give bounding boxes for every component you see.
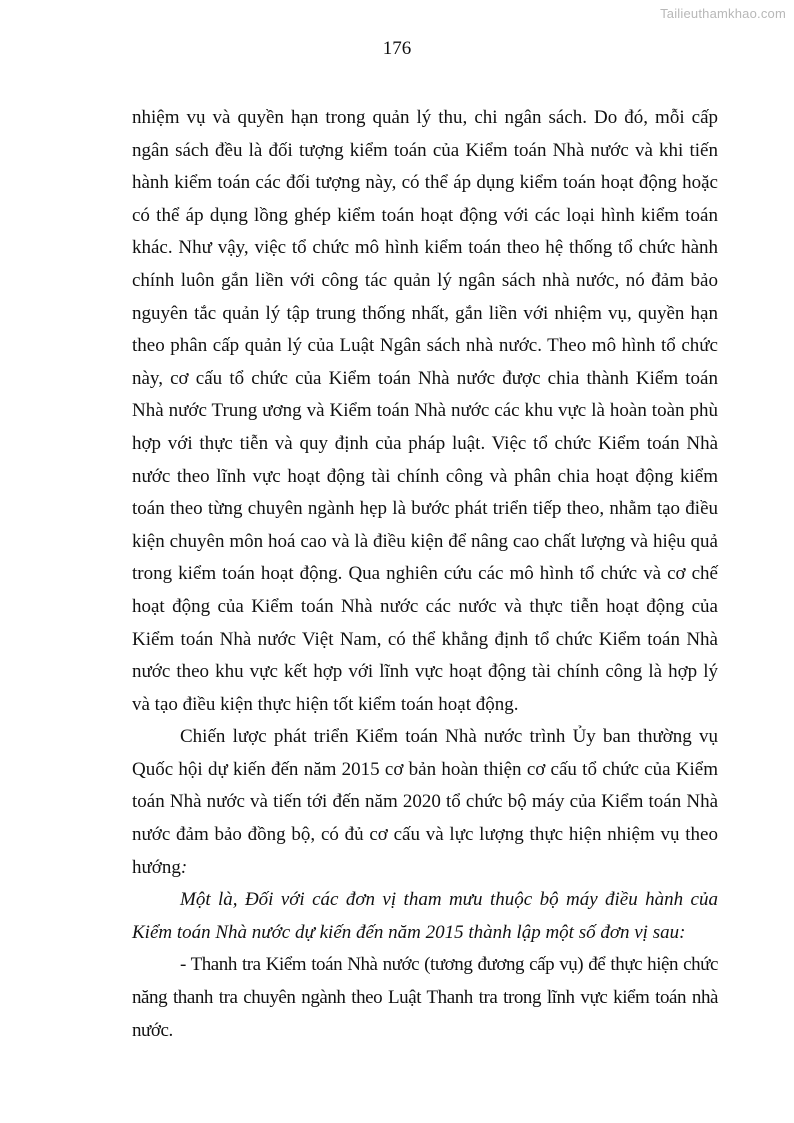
document-body [132,102,718,1047]
paragraph-2-colon: : [180,856,188,878]
paragraph-2-text: Chiến lược phát triển Kiểm toán Nhà nước trình Ủy ban thường vụ Quốc hội dự kiến đến năm 2015 cơ bản hoàn thiện cơ cấu tổ chức của Kiểm toán Nhà nước và tiến tới đến năm 2020 tổ chức bộ máy của Kiểm toán Nhà nước đảm bảo đồng bộ, có đủ cơ cấu và lực lượng thực hiện nhiệm vụ theo hướng [132,726,718,878]
watermark-text: Tailieuthamkhao.com [660,6,786,21]
paragraph-4: - Thanh tra Kiểm toán Nhà nước (tương đương cấp vụ) để thực hiện chức năng thanh tra chuyên ngành theo Luật Thanh tra trong lĩnh vực kiểm toán nhà nước. [132,954,718,1041]
paragraph-3: Một là, Đối với các đơn vị tham mưu thuộc bộ máy điều hành của Kiểm toán Nhà nước dự kiến đến năm 2015 thành lập một số đơn vị sau: [132,889,718,943]
page-number: 176 [382,38,412,59]
paragraph-1: nhiệm vụ và quyền hạn trong quản lý thu, chi ngân sách. Do đó, mỗi cấp ngân sách đều là đối tượng kiểm toán của Kiểm toán Nhà nước và khi tiến hành kiểm toán các đối tượng này, có thể áp dụng kiểm toán hoạt động hoặc có thể áp dụng lồng ghép kiểm toán hoạt động với các loại hình kiểm toán khác. Như vậy, việc tổ chức mô hình kiểm toán theo hệ thống tổ chức hành chính luôn gắn liền với công tác quản lý ngân sách nhà nước, nó đảm bảo nguyên tắc quản lý tập trung thống nhất, gắn liền với nhiệm vụ, quyền hạn theo phân cấp quản lý của Luật Ngân sách nhà nước. Theo mô hình tổ chức này, cơ cấu tổ chức của Kiểm toán Nhà nước được chia thành Kiểm toán Nhà nước Trung ương và Kiểm toán Nhà nước các khu vực là hoàn toàn phù hợp với thực tiễn và quy định của pháp luật. Việc tổ chức Kiểm toán Nhà nước theo lĩnh vực hoạt động tài chính công và phân chia hoạt động kiểm toán theo từng chuyên ngành hẹp là bước phát triển tiếp theo, nhằm tạo điều kiện chuyên môn hoá cao và là điều kiện để nâng cao chất lượng và hiệu quả trong kiểm toán hoạt động. Qua nghiên cứu các mô hình tổ chức và cơ chế hoạt động của Kiểm toán Nhà nước các nước và thực tiễn hoạt động của Kiểm toán Nhà nước Việt Nam, có thể khẳng định tổ chức Kiểm toán Nhà nước theo khu vực kết hợp với lĩnh vực hoạt động tài chính công là hợp lý và tạo điều kiện thực hiện tốt kiểm toán hoạt động. [132,107,718,715]
paragraph-2 [132,721,718,884]
